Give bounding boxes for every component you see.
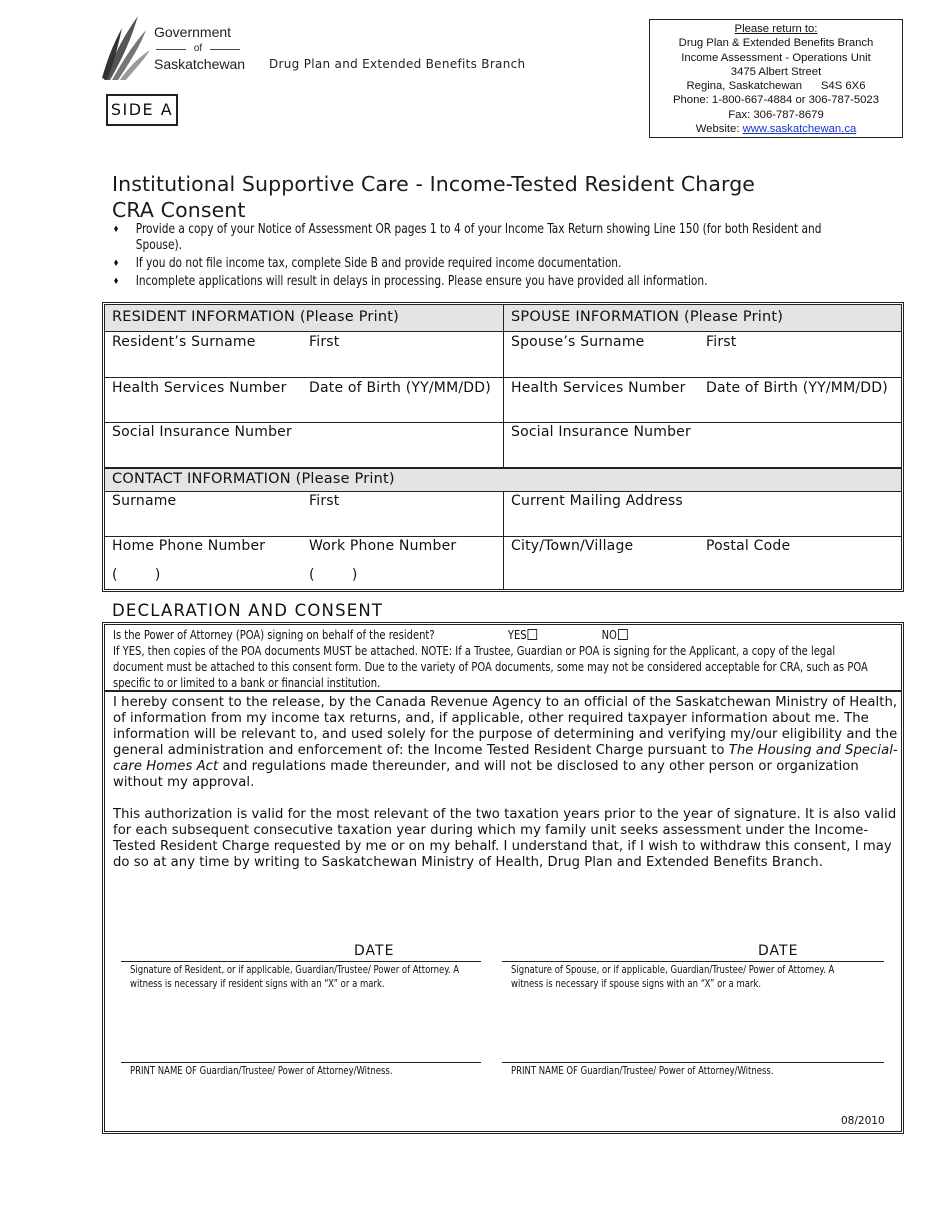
return-line: Fax: 306-787-8679 bbox=[728, 108, 824, 121]
act-name: The Housing and Special-care Homes Act bbox=[113, 743, 898, 774]
contact-header-cell bbox=[105, 469, 901, 492]
logo-government-text: Government bbox=[154, 24, 232, 40]
logo-of-text: of bbox=[154, 43, 242, 54]
poa-text bbox=[113, 627, 887, 691]
resident-hsn-label: Health Services Number bbox=[112, 380, 287, 396]
phone-field[interactable] bbox=[105, 537, 504, 589]
list-item bbox=[112, 222, 869, 254]
side-label: SIDE A bbox=[106, 94, 178, 126]
spouse-header: SPOUSE INFORMATION (Please Print) bbox=[511, 309, 784, 325]
diamond-bullet-icon: ♦ bbox=[112, 259, 120, 269]
resident-signature-label: Signature of Resident, or if applicable, Guardian/Trustee/ Power of Attorney. A witness is necessary if resident signs with an “X” or a mark. bbox=[130, 964, 460, 990]
spouse-signature-line[interactable] bbox=[502, 961, 884, 962]
information-table bbox=[102, 302, 904, 592]
mailing-address-label: Current Mailing Address bbox=[511, 493, 683, 509]
list-item-text: Incomplete applications will result in delays in processing. Please ensure you have provided all information. bbox=[135, 274, 708, 289]
return-heading: Please return to: bbox=[734, 23, 818, 35]
city-label: City/Town/Village bbox=[511, 538, 634, 554]
return-line: Income Assessment - Operations Unit bbox=[681, 51, 871, 64]
resident-sin-label: Social Insurance Number bbox=[112, 424, 292, 440]
resident-hsn-field[interactable] bbox=[105, 378, 504, 423]
home-phone-label: Home Phone Number bbox=[112, 538, 266, 554]
wheat-sheaf-icon bbox=[102, 16, 152, 82]
website-link[interactable]: www.saskatchewan.ca bbox=[742, 123, 857, 136]
spouse-date-label: DATE bbox=[758, 943, 799, 959]
spouse-surname-label: Spouse’s Surname bbox=[511, 334, 645, 350]
consent-paragraph-2: This authorization is valid for the most relevant of the two taxation years prior to the year of signature. It is also valid for each subsequent consecutive taxation year during which my family unit seeks assessment under the Income-Tested Resident Charge requested by me or on my behalf. I understand that, if I wish to withdraw this consent, I may do so at any time by writing to Saskatchewan Ministry of Health, Drug Plan and Extended Benefits Branch. bbox=[113, 807, 897, 870]
return-line: Drug Plan & Extended Benefits Branch bbox=[678, 37, 874, 50]
return-address-box bbox=[649, 19, 903, 138]
list-item-text: Provide a copy of your Notice of Assessment OR pages 1 to 4 of your Income Tax Return showing Line 150 (for both Resident and Spouse). bbox=[135, 222, 822, 253]
work-phone-area-code: ( ) bbox=[309, 567, 358, 583]
diamond-bullet-icon: ♦ bbox=[112, 225, 120, 235]
spouse-hsn-field[interactable] bbox=[504, 378, 901, 423]
title-line-2: CRA Consent bbox=[112, 198, 246, 222]
yes-checkbox[interactable] bbox=[527, 629, 537, 640]
return-line: 3475 Albert Street bbox=[730, 65, 822, 78]
poa-question: Is the Power of Attorney (POA) signing on behalf of the resident? bbox=[113, 627, 435, 642]
form-number: 08/2010 bbox=[841, 1115, 885, 1127]
resident-print-name-label: PRINT NAME OF Guardian/Trustee/ Power of Attorney/Witness. bbox=[130, 1065, 393, 1077]
return-line: Regina, Saskatchewan S4S 6X6 bbox=[686, 80, 866, 93]
declaration-box bbox=[102, 622, 904, 1134]
mailing-address-field[interactable] bbox=[504, 492, 901, 537]
home-phone-area-code: ( ) bbox=[112, 567, 161, 583]
no-label: NO bbox=[601, 627, 617, 642]
website-label: Website: bbox=[695, 123, 743, 136]
poa-question-row bbox=[113, 627, 887, 643]
city-postal-field[interactable] bbox=[504, 537, 901, 589]
title-line-1: Institutional Supportive Care - Income-Tested Resident Charge bbox=[112, 172, 756, 196]
resident-dob-label: Date of Birth (YY/MM/DD) bbox=[309, 380, 491, 396]
work-phone-label: Work Phone Number bbox=[309, 538, 457, 554]
resident-first-label: First bbox=[309, 334, 340, 350]
contact-first-label: First bbox=[309, 493, 340, 509]
resident-surname-field[interactable] bbox=[105, 332, 504, 378]
government-logo bbox=[102, 16, 252, 82]
list-item bbox=[112, 256, 869, 272]
list-item bbox=[112, 274, 869, 290]
spouse-print-name-label: PRINT NAME OF Guardian/Trustee/ Power of Attorney/Witness. bbox=[511, 1065, 774, 1077]
resident-date-label: DATE bbox=[354, 943, 395, 959]
contact-surname-field[interactable] bbox=[105, 492, 504, 537]
resident-signature-line[interactable] bbox=[121, 961, 481, 962]
return-line: Phone: 1-800-667-4884 or 306-787-5023 bbox=[672, 94, 879, 107]
list-item-text: If you do not file income tax, complete Side B and provide required income documentation. bbox=[135, 256, 622, 271]
spouse-sin-field[interactable] bbox=[504, 423, 901, 469]
spouse-dob-label: Date of Birth (YY/MM/DD) bbox=[706, 380, 888, 396]
no-checkbox[interactable] bbox=[618, 629, 628, 640]
branch-name: Drug Plan and Extended Benefits Branch bbox=[269, 57, 526, 71]
spouse-first-label: First bbox=[706, 334, 737, 350]
logo-saskatchewan-text: Saskatchewan bbox=[154, 56, 246, 72]
declaration-heading: DECLARATION AND CONSENT bbox=[112, 601, 384, 620]
yes-label: YES bbox=[507, 627, 527, 642]
resident-header: RESIDENT INFORMATION (Please Print) bbox=[112, 309, 399, 325]
consent-text-part: and regulations made thereunder, and will not be disclosed to any other person or organization without my approval. bbox=[113, 759, 859, 790]
spouse-print-name-line[interactable] bbox=[502, 1062, 884, 1063]
instruction-list bbox=[112, 222, 902, 292]
consent-text bbox=[113, 695, 903, 887]
resident-print-name-line[interactable] bbox=[121, 1062, 481, 1063]
spouse-header-cell bbox=[504, 305, 901, 332]
page-title bbox=[112, 171, 755, 223]
diamond-bullet-icon: ♦ bbox=[112, 277, 120, 287]
consent-text-part: I hereby consent to the release, by the Canada Revenue Agency to an official of the Saskatchewan Ministry of Health, of information from my income tax returns, and, if applicable, other required taxpayer information about me. The information will be relevant to, and used solely for the purpose of determining and verifying my/our eligibility and the general administration and enforcement of: the Income Tested Resident Charge pursuant to bbox=[113, 695, 898, 758]
spouse-sin-label: Social Insurance Number bbox=[511, 424, 691, 440]
resident-surname-label: Resident’s Surname bbox=[112, 334, 256, 350]
poa-note: If YES, then copies of the POA documents MUST be attached. NOTE: If a Trustee, Guardian or POA is signing for the Applicant, a copy of the legal document must be attached to this consent form. Due to the variety of POA documents, some may not be considered acceptable for CRA, such as POA specific to or limited to a bank or financial institution. bbox=[113, 643, 868, 690]
resident-header-cell bbox=[105, 305, 504, 332]
poa-section bbox=[105, 625, 901, 692]
contact-header: CONTACT INFORMATION (Please Print) bbox=[112, 471, 395, 487]
consent-paragraph-1 bbox=[113, 695, 903, 791]
spouse-surname-field[interactable] bbox=[504, 332, 901, 378]
contact-surname-label: Surname bbox=[112, 493, 177, 509]
return-website-line bbox=[650, 122, 902, 136]
spouse-signature-label: Signature of Spouse, or if applicable, Guardian/Trustee/ Power of Attorney. A witness is necessary if spouse signs with an “X” or a mark. bbox=[511, 964, 835, 990]
spouse-hsn-label: Health Services Number bbox=[511, 380, 686, 396]
postal-code-label: Postal Code bbox=[706, 538, 791, 554]
resident-sin-field[interactable] bbox=[105, 423, 504, 469]
